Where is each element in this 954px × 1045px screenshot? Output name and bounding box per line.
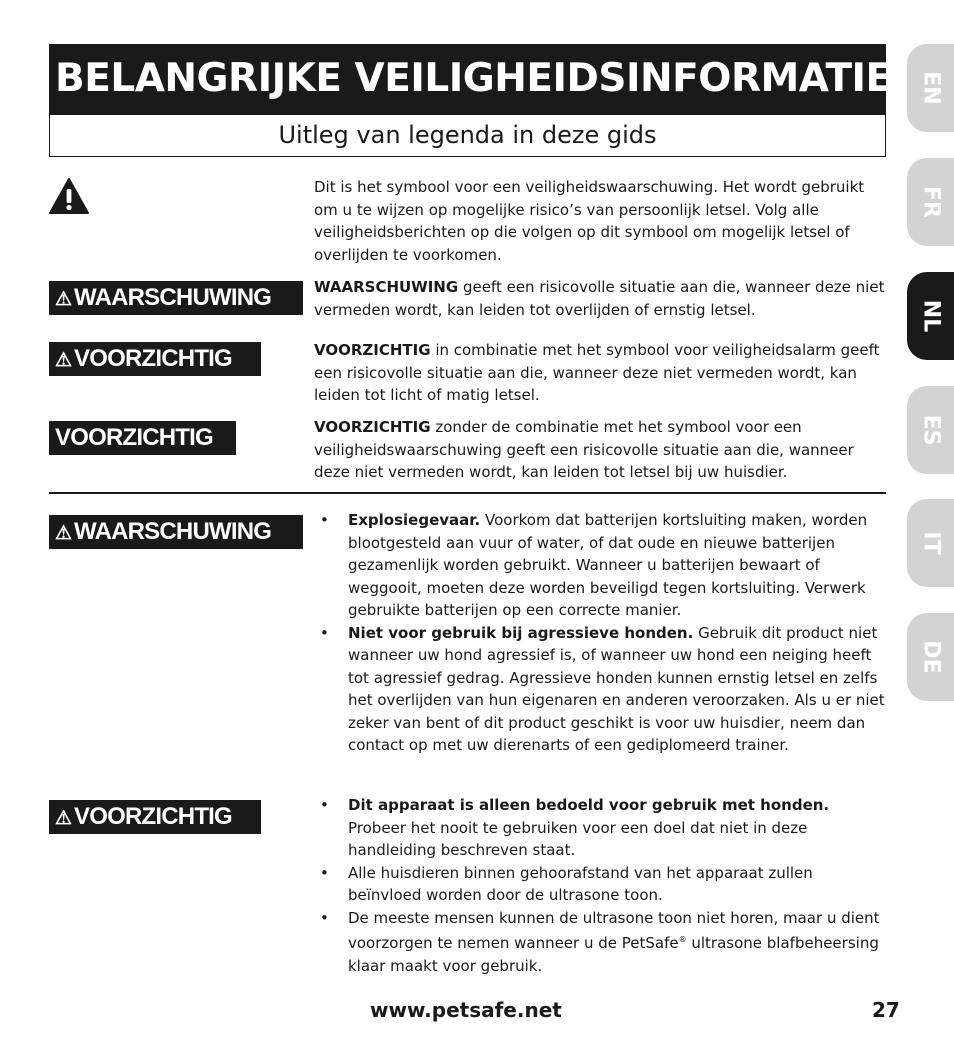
warning-label: ⚠WAARSCHUWING xyxy=(49,281,303,315)
caution-description: VOORZICHTIG in combinatie met het symbool voor veiligheidsalarm geeft een risicovolle situatie aan die, wanneer deze niet vermeden wordt, kan leiden tot licht of matig letsel. xyxy=(314,341,880,404)
warning-section-label: ⚠WAARSCHUWING xyxy=(49,515,303,549)
footer-url[interactable]: www.petsafe.net xyxy=(370,998,562,1022)
page-number: 27 xyxy=(872,998,900,1022)
list-item: • Alle huisdieren binnen gehoorafstand van het apparaat zullen beïnvloed worden door de ultrasone toon. xyxy=(320,862,890,907)
tab-de[interactable]: DE xyxy=(907,613,954,701)
warning-triangle-icon: ⚠ xyxy=(55,289,73,310)
caution-section-label: ⚠VOORZICHTIG xyxy=(49,800,261,834)
warning-triangle-icon xyxy=(49,178,89,214)
list-item: • Explosiegevaar. Voorkom dat batterijen kortsluiting maken, worden blootgesteld aan vuur of water, of dat oude en nieuwe batterijen gezamenlijk worden gebruikt. Wanneer u batterijen bewaart of weggooit, moeten deze worden beveiligd tegen kortsluiting. Verwerk gebruikte batterijen op een correcte manier. xyxy=(320,509,890,622)
warning-description: WAARSCHUWING geeft een risicovolle situatie aan die, wanneer deze niet vermeden wordt, kan leiden tot overlijden of ernstig letsel. xyxy=(314,278,885,319)
caution-plain-label: VOORZICHTIG xyxy=(49,421,236,455)
section-divider xyxy=(49,492,886,494)
tab-es[interactable]: ES xyxy=(907,386,954,474)
caution-label: ⚠VOORZICHTIG xyxy=(49,342,261,376)
warning-triangle-icon: ⚠ xyxy=(55,523,73,544)
page-subtitle: Uitleg van legenda in deze gids xyxy=(49,114,886,157)
warning-triangle-icon: ⚠ xyxy=(55,808,73,829)
page-title: BELANGRIJKE VEILIGHEIDSINFORMATIE xyxy=(49,44,886,114)
list-item: • Dit apparaat is alleen bedoeld voor gebruik met honden. Probeer het nooit te gebruiken voor een doel dat niet in deze handleiding beschreven staat. xyxy=(320,794,890,862)
caution-plain-description: VOORZICHTIG zonder de combinatie met het symbool voor een veiligheidswaarschuwing geeft een risicovolle situatie aan die, wanneer deze niet vermeden wordt, kan leiden tot letsel bij uw huisdier. xyxy=(314,418,854,481)
list-item: • De meeste mensen kunnen de ultrasone toon niet horen, maar u dient voorzorgen te nemen wanneer u de PetSafe® ultrasone blafbeheersing klaar maakt voor gebruik. xyxy=(320,907,890,978)
tab-fr[interactable]: FR xyxy=(907,158,954,246)
tab-it[interactable]: IT xyxy=(907,499,954,587)
warning-triangle-icon: ⚠ xyxy=(55,350,73,371)
alert-symbol-description: Dit is het symbool voor een veiligheidswaarschuwing. Het wordt gebruikt om u te wijzen op mogelijke risico’s van persoonlijk letsel. Volg alle veiligheidsberichten op die volgen op dit symbool om mogelijk letsel of overlijden te voorkomen. xyxy=(314,178,865,264)
tab-en[interactable]: EN xyxy=(907,44,954,132)
tab-nl[interactable]: NL xyxy=(907,272,954,360)
caution-list xyxy=(320,794,890,977)
warning-list xyxy=(320,509,890,757)
list-item: • Niet voor gebruik bij agressieve honden. Gebruik dit product niet wanneer uw hond agressief is, of wanneer uw hond een neiging heeft tot agressief gedrag. Agressieve honden kunnen ernstig letsel en zelfs het overlijden van hun eigenaren en anderen veroorzaken. Als u er niet zeker van bent of dit product geschikt is voor uw huisdier, neem dan contact op met uw dierenarts of een gediplomeerd trainer. xyxy=(320,622,890,757)
